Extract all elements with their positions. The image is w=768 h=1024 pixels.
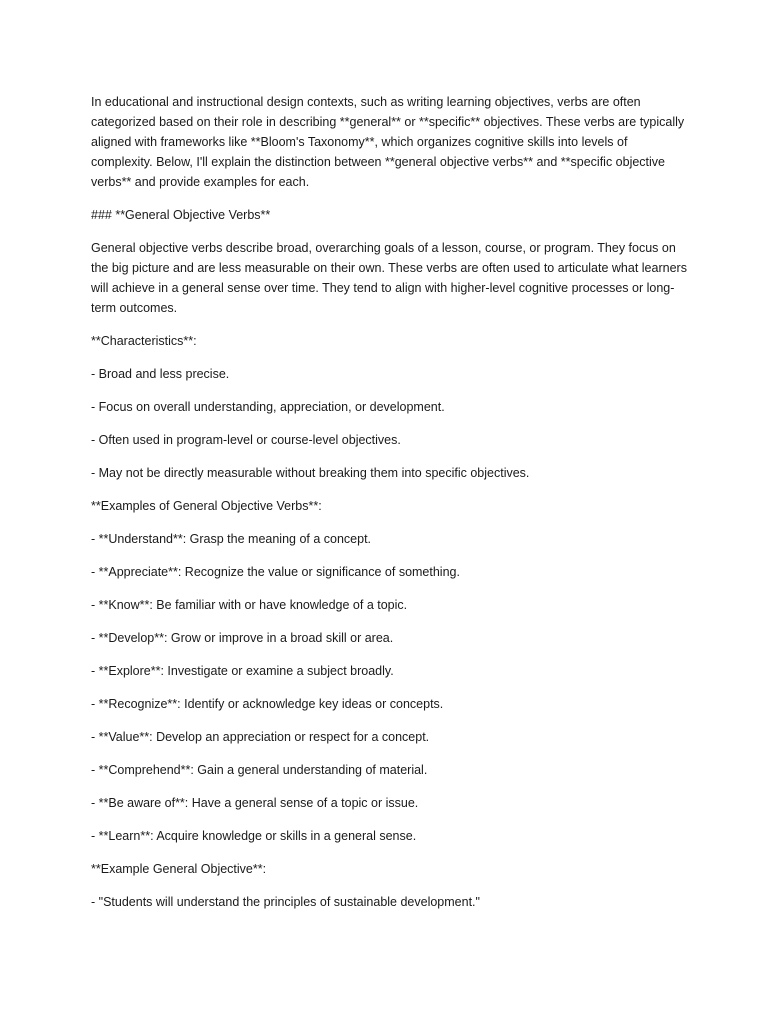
example-verb-item: - **Explore**: Investigate or examine a subject broadly. <box>91 664 394 678</box>
example-verb-item: - **Comprehend**: Gain a general understanding of material. <box>91 763 428 777</box>
example-verb-item: - **Learn**: Acquire knowledge or skills in a general sense. <box>91 829 417 843</box>
example-verb-item: - **Understand**: Grasp the meaning of a concept. <box>91 532 372 546</box>
document-body <box>91 92 691 925</box>
example-verb-item: - **Know**: Be familiar with or have knowledge of a topic. <box>91 598 408 612</box>
characteristics-label: **Characteristics**: <box>91 334 197 348</box>
characteristic-item: - Often used in program-level or course-level objectives. <box>91 433 401 447</box>
example-verb-item: - **Value**: Develop an appreciation or respect for a concept. <box>91 730 430 744</box>
example-objective: - "Students will understand the principles of sustainable development." <box>91 895 480 909</box>
characteristic-item: - Broad and less precise. <box>91 367 230 381</box>
example-verb-item: - **Be aware of**: Have a general sense of a topic or issue. <box>91 796 419 810</box>
description-paragraph: General objective verbs describe broad, overarching goals of a lesson, course, or program. They focus on the big picture and are less measurable on their own. These verbs are often used to articulate what learners will achieve in a general sense over time. They tend to align with higher-level cognitive processes or long-term outcomes. <box>91 241 687 315</box>
example-objective-label: **Example General Objective**: <box>91 862 267 876</box>
examples-label: **Examples of General Objective Verbs**: <box>91 499 322 513</box>
intro-paragraph: In educational and instructional design contexts, such as writing learning objectives, verbs are often categorized based on their role in describing **general** or **specific** objectives. These verbs are typically aligned with frameworks like **Bloom's Taxonomy**, which organizes cognitive skills into levels of complexity. Below, I'll explain the distinction between **general objective verbs** and **specific objective verbs** and provide examples for each. <box>91 95 685 189</box>
characteristic-item: - Focus on overall understanding, appreciation, or development. <box>91 400 445 414</box>
section-heading: ### **General Objective Verbs** <box>91 208 271 222</box>
example-verb-item: - **Recognize**: Identify or acknowledge key ideas or concepts. <box>91 697 444 711</box>
example-verb-item: - **Appreciate**: Recognize the value or significance of something. <box>91 565 460 579</box>
example-verb-item: - **Develop**: Grow or improve in a broad skill or area. <box>91 631 394 645</box>
characteristic-item: - May not be directly measurable without breaking them into specific objectives. <box>91 466 530 480</box>
